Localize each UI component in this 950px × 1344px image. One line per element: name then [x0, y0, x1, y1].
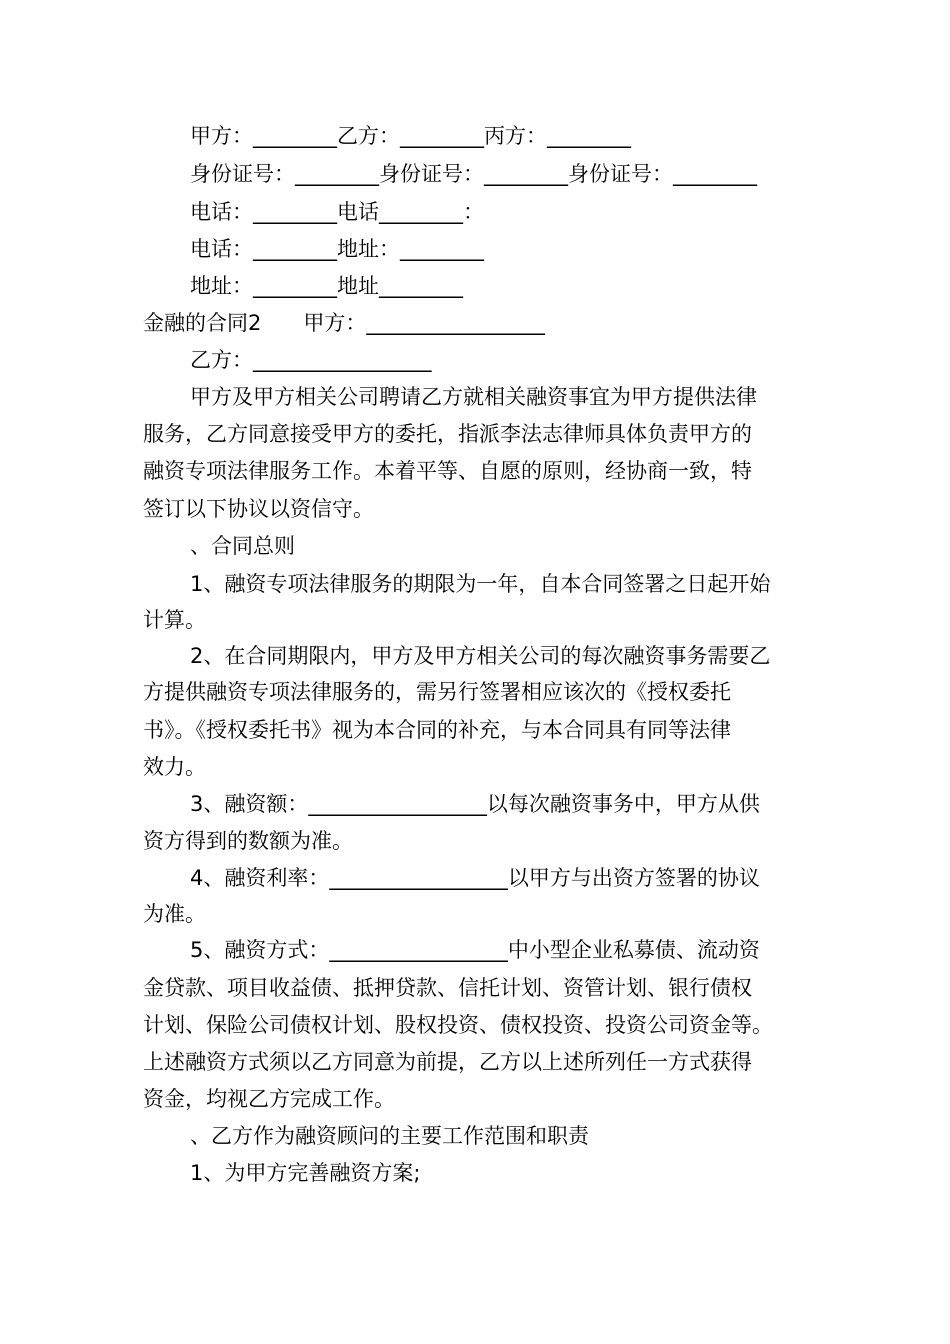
contract-title-line: 金融的合同2 甲方：_________________: [143, 311, 545, 335]
phone-line-1: 电话：________电话________：: [190, 200, 484, 224]
clause-line: 4、融资利率：_________________以甲方与出资方签署的协议: [190, 866, 760, 890]
party-names-line: 甲方：________乙方：________丙方：________: [190, 124, 631, 148]
clause-line: 1、为甲方完善融资方案;: [190, 1161, 421, 1185]
clause-line: 效力。: [143, 755, 206, 779]
party-b-line: 乙方：_________________: [190, 348, 432, 372]
clause-line: 1、融资专项法律服务的期限为一年，自本合同签署之日起开始: [190, 572, 771, 596]
section-heading: 、合同总则: [190, 534, 295, 558]
clause-line: 上述融资方式须以乙方同意为前提，乙方以上述所列任一方式获得: [143, 1050, 752, 1074]
section-heading: 、乙方作为融资顾问的主要工作范围和职责: [190, 1124, 589, 1148]
phone-address-line: 电话：________地址：________: [190, 237, 484, 261]
id-number-line: 身份证号：________身份证号：________身份证号：________: [190, 162, 757, 186]
paragraph-line: 融资专项法律服务工作。本着平等、自愿的原则，经协商一致，特: [143, 459, 752, 483]
address-line: 地址：________地址________: [190, 274, 463, 298]
clause-line: 5、融资方式：_________________中小型企业私募债、流动资: [190, 938, 760, 962]
clause-line: 资金，均视乙方完成工作。: [143, 1087, 395, 1111]
paragraph-line: 甲方及甲方相关公司聘请乙方就相关融资事宜为甲方提供法律: [190, 385, 757, 409]
paragraph-line: 签订以下协议以资信守。: [143, 497, 374, 521]
clause-line: 计算。: [143, 608, 206, 632]
clause-line: 金贷款、项目收益债、抵押贷款、信托计划、资管计划、银行债权: [143, 976, 752, 1000]
clause-line: 方提供融资专项法律服务的，需另行签署相应该次的《授权委托: [143, 680, 731, 704]
clause-line: 为准。: [143, 902, 206, 926]
clause-line: 资方得到的数额为准。: [143, 829, 353, 853]
clause-line: 计划、保险公司债权计划、股权投资、债权投资、投资公司资金等。: [143, 1013, 773, 1037]
clause-line: 2、在合同期限内，甲方及甲方相关公司的每次融资事务需要乙: [190, 644, 771, 668]
clause-line: 书》。《授权委托书》视为本合同的补充，与本合同具有同等法律: [143, 718, 731, 742]
clause-line: 3、融资额：_________________以每次融资事务中，甲方从供: [190, 792, 760, 816]
paragraph-line: 服务，乙方同意接受甲方的委托，指派李法志律师具体负责甲方的: [143, 422, 752, 446]
